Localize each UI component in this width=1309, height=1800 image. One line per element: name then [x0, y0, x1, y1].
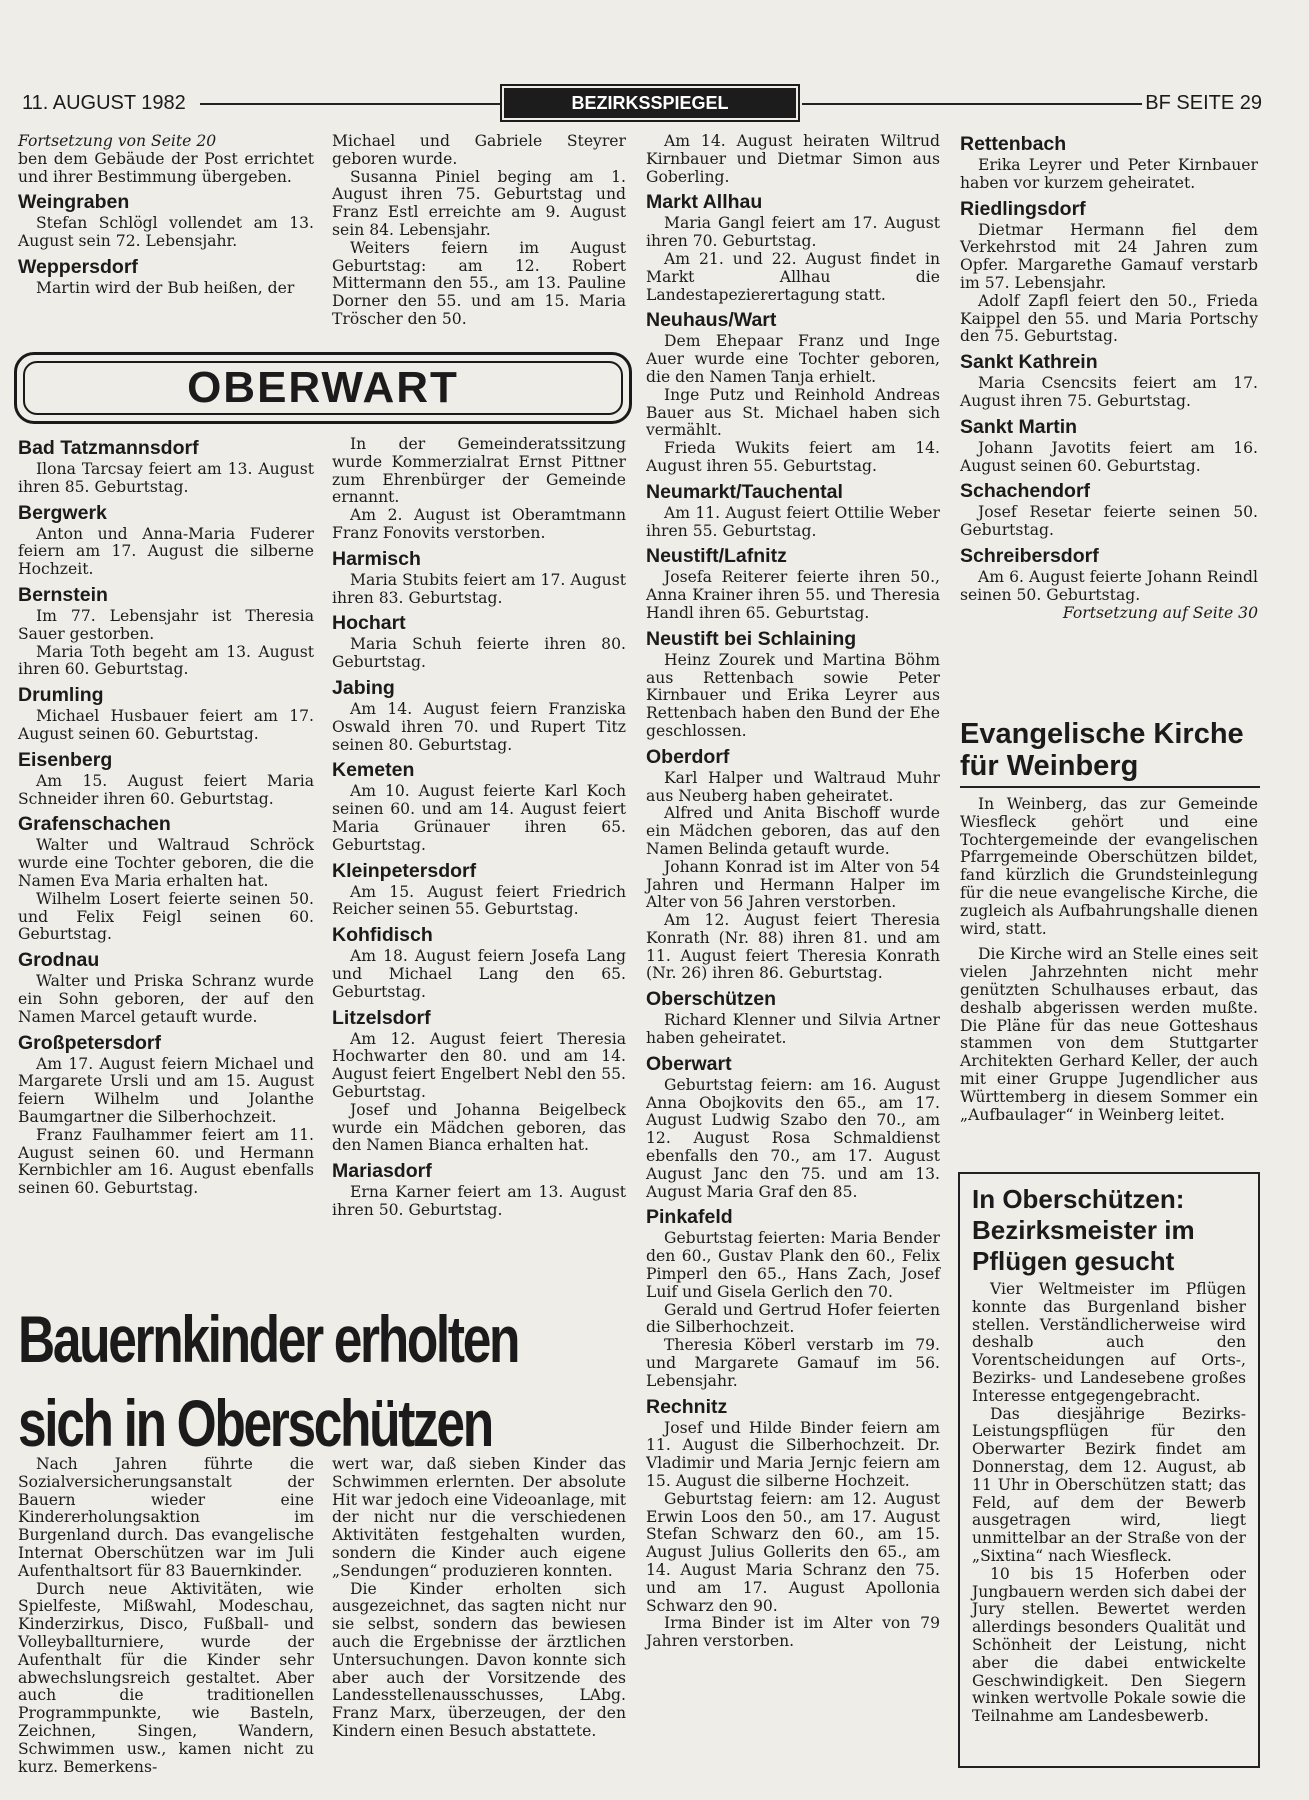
pfluegen-article	[972, 1281, 1246, 1726]
paragraph: Johann Konrad ist im Alter von 54 Jahren und Hermann Halper im Alter von 56 Jahren verstorben.	[646, 857, 940, 912]
paragraph: Dem Ehepaar Franz und Inge Auer wurde eine Tochter geboren, die den Namen Tanja erhielt.	[646, 332, 940, 386]
locality-heading: Oberdorf	[646, 745, 730, 768]
column-4	[960, 133, 1258, 622]
paragraph: Erna Karner feiert am 13. August ihren 50. Geburtstag.	[332, 1183, 626, 1219]
paragraph: Maria Schuh feierte ihren 80. Geburtstag.	[332, 635, 626, 672]
pfluegen-box	[958, 1172, 1260, 1768]
paragraph: wert war, daß sieben Kinder das Schwimmen erlernten. Der absolute Hit war jedoch eine Videoanlage, mit der nicht nur die verschiedenen Aktivitäten festgehalten wurden, sondern die Kinder auch eigene „Sendungen“ produzieren konnten.	[332, 1455, 626, 1580]
locality-heading: Drumling	[18, 684, 104, 707]
paragraph: Maria Csencsits feiert am 17. August ihren 75. Geburtstag.	[960, 374, 1258, 410]
locality-heading: Schreibersdorf	[960, 544, 1099, 567]
evangelisch-headline: Evangelische Kirche für Weinberg	[960, 718, 1260, 788]
locality-heading: Rechnitz	[646, 1395, 728, 1418]
paragraph: Geburtstag feiern: am 12. August Erwin Loos den 50., am 17. August Stefan Schwarz den 60., am 15. August Julius Gollerits den 65., am 14. August Maria Schranz den 75. und am 17. August Apollonia Schwarz den 90.	[646, 1489, 940, 1615]
section-title: BEZIRKSSPIEGEL	[504, 88, 796, 118]
issue-date: 11. AUGUST 1982	[22, 92, 186, 114]
locality-heading: Großpetersdorf	[18, 1031, 162, 1054]
locality-heading: Markt Allhau	[646, 191, 763, 214]
paragraph: Irma Binder ist im Alter von 79 Jahren verstorben.	[646, 1614, 940, 1651]
paragraph: Geburtstag feierten: Maria Bender den 60., Gustav Plank den 60., Felix Pimperl den 65., Hans Zach, Josef Luif und Gisela Gerlich den 70.	[646, 1229, 940, 1301]
paragraph: Josef und Johanna Beigelbeck wurde ein Mädchen geboren, das den Namen Bianca erhalten hat.	[332, 1100, 626, 1155]
evangelisch-article	[960, 796, 1258, 1124]
paragraph: Am 2. August ist Oberamtmann Franz Fonovits verstorben.	[332, 506, 626, 542]
locality-heading: Neustift/Lafnitz	[646, 545, 787, 568]
oberwart-title: OBERWART	[23, 361, 623, 415]
paragraph: Im 77. Lebensjahr ist Theresia Sauer gestorben.	[18, 606, 314, 643]
locality-heading: Rettenbach	[960, 133, 1067, 155]
oberwart-banner	[14, 352, 632, 424]
locality-heading: Grodnau	[18, 949, 100, 972]
paragraph: In Weinberg, das zur Gemeinde Wiesfleck gehört und eine Tochtergemeinde der evangelischen Pfarrgemeinde Oberschützen bildet, fand kürzlich die Grundsteinlegung für die neue evangelische Kirche, die zugleich als Aufbahrungshalle dienen wird, statt.	[960, 795, 1258, 938]
locality-heading: Pinkafeld	[646, 1206, 733, 1229]
column-1-top	[18, 133, 314, 298]
page-header	[22, 90, 1262, 120]
paragraph: Michael und Gabriele Steyrer geboren wurde.	[332, 132, 626, 168]
paragraph: Durch neue Aktivitäten, wie Spielfeste, Mißwahl, Modeschau, Kinderzirkus, Disco, Fußball- und Volleyballturniere, wurde der Aufenthalt für die Kinder sehr abwechslungsreich gestaltet. Aber auch die traditionellen Programmpunkte, wie Basteln, Zeichnen, Singen, Wandern, Schwimmen usw., kamen nicht zu kurz. Bemerkens-	[18, 1579, 314, 1776]
paragraph: Adolf Zapfl feiert den 50., Frieda Kaippel den 55. und Maria Portschy den 75. Geburtstag.	[960, 291, 1258, 346]
paragraph: Johann Javotits feiert am 16. August seinen 60. Geburtstag.	[960, 438, 1258, 475]
locality-heading: Bergwerk	[18, 501, 107, 524]
paragraph: Am 15. August feiert Maria Schneider ihren 60. Geburtstag.	[18, 771, 314, 808]
paragraph: Walter und Priska Schranz wurde ein Sohn geboren, der auf den Namen Marcel getauft wurde.	[18, 972, 314, 1026]
paragraph: Am 17. August feiern Michael und Margarete Ursli und am 15. August feiern Wilhelm und Jolanthe Baumgartner die Silberhochzeit.	[18, 1054, 314, 1126]
paragraph: Am 14. August feiern Franziska Oswald ihren 70. und Rupert Titz seinen 80. Geburtstag.	[332, 699, 626, 754]
paragraph: Maria Stubits feiert am 17. August ihren 83. Geburtstag.	[332, 570, 626, 607]
paragraph: Maria Gangl feiert am 17. August ihren 70. Geburtstag.	[646, 214, 940, 251]
paragraph: ben dem Gebäude der Post errichtet und ihrer Bestimmung übergeben.	[18, 149, 314, 186]
locality-heading: Oberschützen	[646, 988, 777, 1011]
paragraph: Martin wird der Bub heißen, der	[36, 278, 295, 297]
headline-line-1: Bauernkinder erholten	[18, 1302, 519, 1376]
paragraph: Alfred und Anita Bischoff wurde ein Mädchen geboren, das auf den Namen Belinda getauft wurde.	[646, 804, 940, 858]
paragraph: Maria Toth begeht am 13. August ihren 60. Geburtstag.	[18, 642, 314, 679]
paragraph: Heinz Zourek und Martina Böhm aus Rettenbach sowie Peter Kirnbauer und Erika Leyrer aus Rettenbach haben den Bund der Ehe geschlossen.	[646, 650, 940, 740]
continued-note: Fortsetzung von Seite 20	[18, 132, 217, 150]
paragraph: Anton und Anna-Maria Fuderer feiern am 17. August die silberne Hochzeit.	[18, 524, 314, 579]
paragraph: In der Gemeinderatssitzung wurde Kommerzialrat Ernst Pittner zum Ehrenbürger der Gemeinde ernannt.	[332, 435, 626, 507]
paragraph: Das diesjährige Bezirks-Leistungspflügen für den Oberwarter Bezirk findet am Donnerstag, dem 12. August, ab 11 Uhr in Oberschützen statt; das Feld, auf dem der Bewerb ausgetragen wird, liegt unmittelbar an der Straße von der „Sixtina“ nach Wiesfleck.	[972, 1404, 1246, 1565]
locality-heading: Harmisch	[332, 547, 421, 570]
locality-heading: Jabing	[332, 676, 395, 699]
paragraph: Am 11. August feiert Ottilie Weber ihren 55. Geburtstag.	[646, 503, 940, 540]
column-1	[18, 432, 314, 1198]
paragraph: Josef und Hilde Binder feiern am 11. August die Silberhochzeit. Dr. Vladimir und Maria Jernjc feiern am 15. August die silberne Hochzeit.	[646, 1418, 940, 1491]
locality-heading: Weppersdorf	[18, 255, 138, 278]
locality-heading: Sankt Kathrein	[960, 351, 1098, 374]
locality-heading: Neustift bei Schlaining	[646, 627, 857, 650]
paragraph: Michael Husbauer feiert am 17. August seinen 60. Geburtstag.	[18, 707, 314, 743]
paragraph: Am 10. August feierte Karl Koch seinen 60. und am 14. August feiert Maria Grünauer ihren 65. Geburtstag.	[332, 782, 626, 854]
bauernkinder-col-1	[18, 1456, 314, 1776]
locality-heading: Kohfidisch	[332, 924, 433, 947]
paragraph: Karl Halper und Waltraud Muhr aus Neuberg haben geheiratet.	[646, 768, 940, 805]
paragraph: Erika Leyrer und Peter Kirnbauer haben vor kurzem geheiratet.	[960, 156, 1258, 192]
paragraph: Am 12. August feiert Theresia Hochwarter den 80. und am 14. August feiert Engelbert Nebl den 55. Geburtstag.	[332, 1029, 626, 1101]
paragraph: Geburtstag feiern: am 16. August Anna Obojkovits den 65., am 17. August Ludwig Szabo den 70., am 12. August Rosa Schmaldienst ebenfalls den 70., am 17. August August Janc den 75. und am 13. August Maria Graf den 85.	[646, 1075, 940, 1201]
locality-heading: Eisenberg	[18, 748, 113, 771]
paragraph: Josef Resetar feierte seinen 50. Geburtstag.	[960, 503, 1258, 540]
locality-heading: Sankt Martin	[960, 415, 1078, 438]
paragraph: Walter und Waltraud Schröck wurde eine Tochter geboren, die die Namen Eva Maria erhalten hat.	[18, 836, 314, 890]
paragraph: Theresia Köberl verstarb im 79. und Margarete Gamauf im 56. Lebensjahr.	[646, 1336, 940, 1390]
paragraph: Am 12. August feiert Theresia Konrath (Nr. 88) ihren 81. und am 11. August feiert Theresia Konrath (Nr. 26) ihren 86. Geburtstag.	[646, 911, 940, 983]
paragraph: Am 15. August feiert Friedrich Reicher seinen 55. Geburtstag.	[332, 882, 626, 919]
paragraph: 10 bis 15 Hoferben oder Jungbauern werden sich dabei der Jury stellen. Bewertet werden allerdings besonders Qualität und Schönheit der Leistung, nicht aber die dabei entwickelte Geschwindigkeit. Den Siegern winken wertvolle Pokale sowie die Teilnahme am Landesbewerb.	[972, 1564, 1246, 1726]
paragraph: Nach Jahren führte die Sozialversicherungsanstalt der Bauern wieder eine Kindererholungsaktion im Burgenland durch. Das evangelische Internat Oberschützen war im Juli Aufenthaltsort für 83 Bauernkinder.	[18, 1455, 314, 1580]
locality-heading: Grafenschachen	[18, 813, 171, 836]
locality-heading: Oberwart	[646, 1052, 732, 1075]
locality-heading: Kleinpetersdorf	[332, 859, 477, 882]
header-rule-left	[200, 103, 500, 105]
paragraph: Vier Weltmeister im Pflügen konnte das Burgenland bisher stellen. Verständlicherweise wird deshalb auch den Vorentscheidungen auf Orts-, Bezirks- und Landesebene großes Interesse entgegengebracht.	[972, 1280, 1246, 1405]
bauernkinder-col-2	[332, 1456, 626, 1741]
locality-heading: Bernstein	[18, 583, 108, 606]
locality-heading: Schachendorf	[960, 480, 1091, 503]
paragraph: Ilona Tarcsay feiert am 13. August ihren 85. Geburtstag.	[18, 460, 314, 496]
column-3	[646, 133, 940, 1651]
paragraph: Frieda Wukits feiert am 14. August ihren 55. Geburtstag.	[646, 439, 940, 475]
paragraph: Dietmar Hermann fiel dem Verkehrstod mit 24 Jahren zum Opfer. Margarethe Gamauf verstarb im 57. Lebensjahr.	[960, 220, 1258, 292]
locality-heading: Mariasdorf	[332, 1160, 432, 1183]
locality-heading: Hochart	[332, 612, 406, 635]
continued-note: Fortsetzung auf Seite 30	[1062, 603, 1258, 622]
paragraph: Richard Klenner und Silvia Artner haben geheiratet.	[646, 1011, 940, 1048]
paragraph: Die Kinder erholten sich ausgezeichnet, das sagten nicht nur sie selbst, sondern das bewiesen auch die Ergebnisse der ärztlichen Untersuchungen. Davon konnte sich aber auch der Vorsitzende des Landesstellenausschusses, LAbg. Franz Marx, überzeugen, der den Kindern einen Besuch abstattete.	[332, 1579, 626, 1740]
locality-heading: Litzelsdorf	[332, 1006, 431, 1029]
column-2-top	[332, 133, 626, 329]
paragraph: Stefan Schlögl vollendet am 13. August sein 72. Lebensjahr.	[18, 214, 314, 251]
paragraph: Gerald und Gertrud Hofer feierten die Silberhochzeit.	[646, 1300, 940, 1337]
paragraph: Am 18. August feiern Josefa Lang und Michael Lang den 65. Geburtstag.	[332, 947, 626, 1001]
locality-heading: Neumarkt/Tauchental	[646, 480, 843, 503]
locality-heading: Kemeten	[332, 759, 415, 782]
paragraph: Am 14. August heiraten Wiltrud Kirnbauer und Dietmar Simon aus Goberling.	[646, 132, 940, 186]
page-number: BF SEITE 29	[1145, 92, 1262, 114]
paragraph: Inge Putz und Reinhold Andreas Bauer aus St. Michael haben sich vermählt.	[646, 385, 940, 440]
paragraph: Susanna Piniel beging am 1. August ihren 75. Geburtstag und Franz Estl erreichte am 9. August sein 84. Lebensjahr.	[332, 167, 626, 239]
paragraph: Wilhelm Losert feierte seinen 50. und Felix Feigl seinen 60. Geburtstag.	[18, 889, 314, 944]
locality-heading: Bad Tatzmannsdorf	[18, 437, 199, 459]
paragraph: Am 6. August feierte Johann Reindl seinen 50. Geburtstag.	[960, 567, 1258, 604]
paragraph: Weiters feiern im August Geburtstag: am 12. Robert Mittermann den 55., am 13. Pauline Dorner den 55. und am 15. Maria Tröscher den 50.	[332, 238, 626, 328]
pfluegen-headline: In Oberschützen: Bezirksmeister im Pflügen gesucht	[972, 1184, 1195, 1276]
locality-heading: Riedlingsdorf	[960, 197, 1086, 220]
locality-heading: Weingraben	[18, 191, 130, 214]
headline-line-2: sich in Oberschützen	[18, 1386, 492, 1460]
bauernkinder-headline	[18, 1297, 519, 1465]
paragraph: Franz Faulhammer feiert am 11. August seinen 60. und Hermann Kernbichler am 16. August ebenfalls seinen 60. Geburtstag.	[18, 1125, 314, 1198]
paragraph: Am 21. und 22. August findet in Markt Allhau die Landestapezierertagung statt.	[646, 249, 940, 304]
column-2	[332, 436, 626, 1220]
paragraph: Josefa Reiterer feierte ihren 50., Anna Krainer ihren 55. und Theresia Handl ihren 65. Geburtstag.	[646, 568, 940, 622]
paragraph: Die Kirche wird an Stelle eines seit vielen Jahrzehnten nicht mehr genützten Schulhauses erbaut, das deshalb abgerissen werden mußte. Die Pläne für das neue Gotteshaus stammen von dem Stuttgarter Architekten Gerhard Keller, der auch mit einer Gruppe Jugendlicher aus Württemberg in diesem Sommer ein „Aufbaulager“ in Weinberg leitet.	[960, 945, 1258, 1124]
header-rule-right	[802, 103, 1142, 105]
locality-heading: Neuhaus/Wart	[646, 309, 777, 332]
